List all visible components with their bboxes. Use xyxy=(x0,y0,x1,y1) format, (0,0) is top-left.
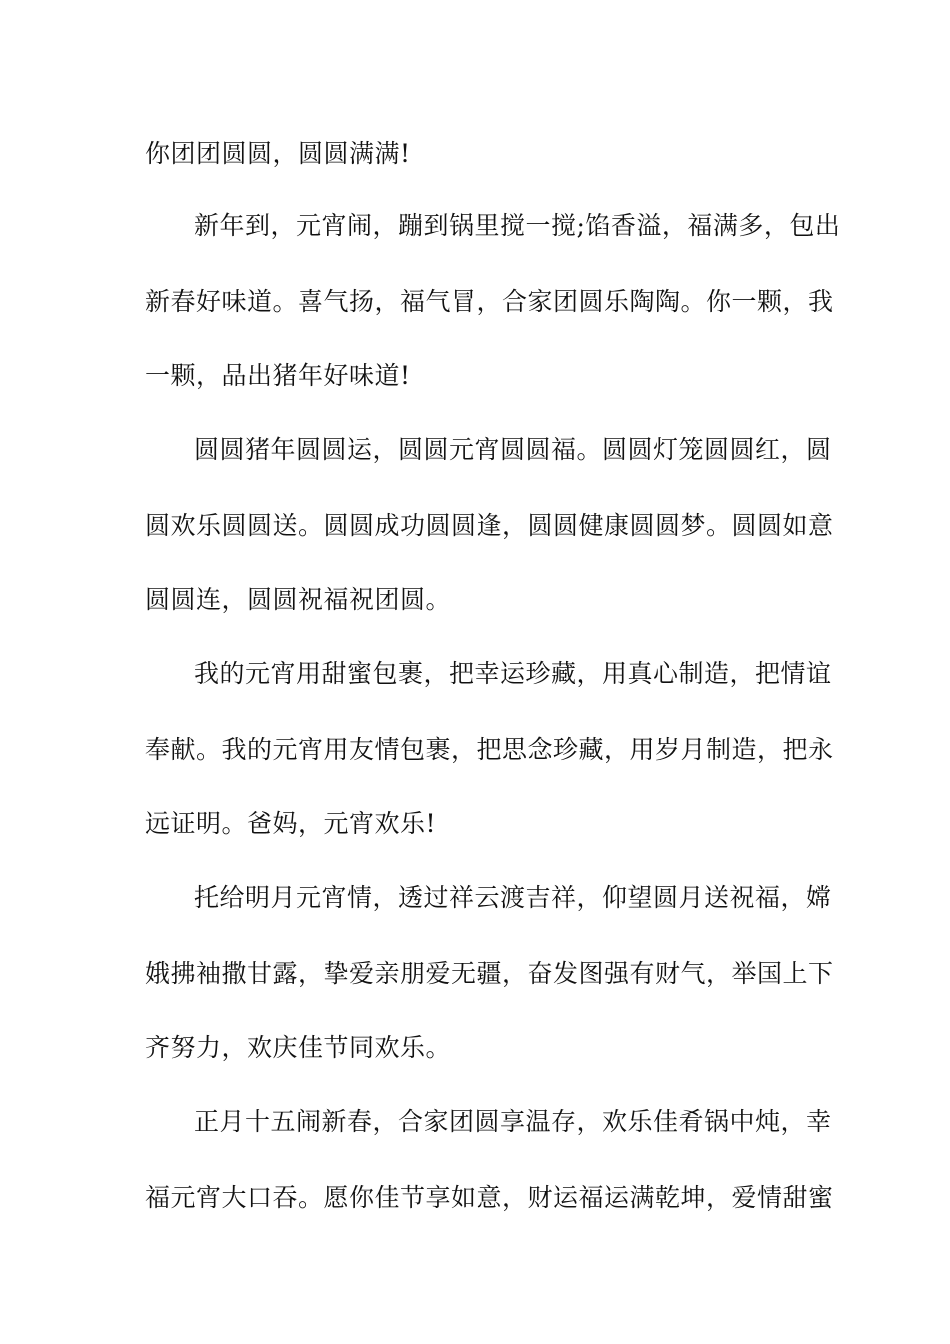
text-line: 新春好味道。喜气扬，福气冒，合家团圆乐陶陶。你一颗，我 xyxy=(145,287,834,316)
text-line: 福元宵大口吞。愿你佳节享如意，财运福运满乾坤，爱情甜蜜 xyxy=(145,1183,834,1212)
text-line: 齐努力，欢庆佳节同欢乐。 xyxy=(145,1033,452,1062)
text-line: 一颗，品出猪年好味道! xyxy=(145,361,411,390)
paragraph-first-line: 托给明月元宵情，透过祥云渡吉祥，仰望圆月送祝福，嫦 xyxy=(194,883,832,912)
paragraph-first-line: 正月十五闹新春，合家团圆享温存，欢乐佳肴锅中炖，幸 xyxy=(194,1107,832,1136)
paragraph-first-line: 圆圆猪年圆圆运，圆圆元宵圆圆福。圆圆灯笼圆圆红，圆 xyxy=(194,435,832,464)
text-line: 圆圆连，圆圆祝福祝团圆。 xyxy=(145,585,452,614)
text-line: 圆欢乐圆圆送。圆圆成功圆圆逢，圆圆健康圆圆梦。圆圆如意 xyxy=(145,511,834,540)
text-line: 奉献。我的元宵用友情包裹，把思念珍藏，用岁月制造，把永 xyxy=(145,735,834,764)
text-line: 你团团圆圆，圆圆满满! xyxy=(145,139,411,168)
paragraph-first-line: 我的元宵用甜蜜包裹，把幸运珍藏，用真心制造，把情谊 xyxy=(194,659,832,688)
text-line: 娥拂袖撒甘露，挚爱亲朋爱无疆，奋发图强有财气，举国上下 xyxy=(145,959,834,988)
paragraph-first-line: 新年到，元宵闹，蹦到锅里搅一搅;馅香溢，福满多，包出 xyxy=(194,211,841,240)
text-line: 远证明。爸妈，元宵欢乐! xyxy=(145,809,437,838)
